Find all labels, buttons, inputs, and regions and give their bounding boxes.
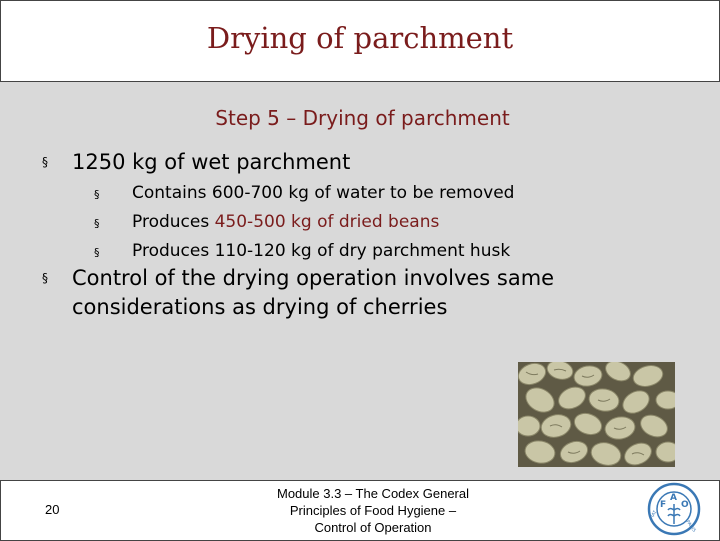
module-caption: [253, 485, 493, 536]
page-number: 20: [45, 502, 60, 517]
sub-bullet-item-2: [94, 212, 439, 232]
bullet-item-1: [42, 148, 592, 177]
sub-bullet-marker: §: [94, 188, 100, 201]
bullet-text: Control of the drying operation involves same considerations as drying of cherries: [72, 266, 555, 319]
title-bar: [0, 0, 720, 82]
sub-bullet-marker: §: [94, 246, 100, 259]
bullet-marker: §: [42, 271, 48, 285]
svg-text:FIAT: FIAT: [649, 510, 659, 521]
bullet-item-2: [42, 264, 592, 322]
sub-bullet-highlight: 450-500 kg of dried beans: [214, 212, 440, 232]
module-caption-line-2: Principles of Food Hygiene –: [289, 503, 457, 518]
fao-logo-icon: [647, 482, 701, 536]
sub-bullet-text: Produces: [132, 212, 215, 232]
footer-bar: [0, 480, 720, 541]
sub-bullet-item-3: [94, 241, 510, 261]
bullet-text: 1250 kg of wet parchment: [72, 150, 351, 174]
coffee-beans-photo: [518, 362, 675, 467]
svg-text:A: A: [670, 493, 677, 503]
module-caption-line-3: Control of Operation: [314, 520, 432, 535]
sub-bullet-text: Contains 600-700 kg of water to be removed: [132, 183, 515, 203]
sub-bullet-text: Produces 110-120 kg of dry parchment husk: [132, 241, 511, 261]
svg-text:O: O: [681, 500, 689, 510]
sub-bullet-marker: §: [94, 217, 100, 230]
module-caption-line-1: Module 3.3 – The Codex General: [277, 486, 469, 501]
bullet-marker: §: [42, 155, 48, 169]
slide-title: Drying of parchment: [206, 21, 514, 55]
svg-text:PANIS: PANIS: [684, 519, 697, 534]
svg-text:F: F: [660, 500, 667, 510]
sub-bullet-item-1: [94, 183, 514, 203]
slide-subtitle: Step 5 – Drying of parchment: [215, 106, 510, 130]
coffee-beans-illustration: [518, 362, 675, 467]
